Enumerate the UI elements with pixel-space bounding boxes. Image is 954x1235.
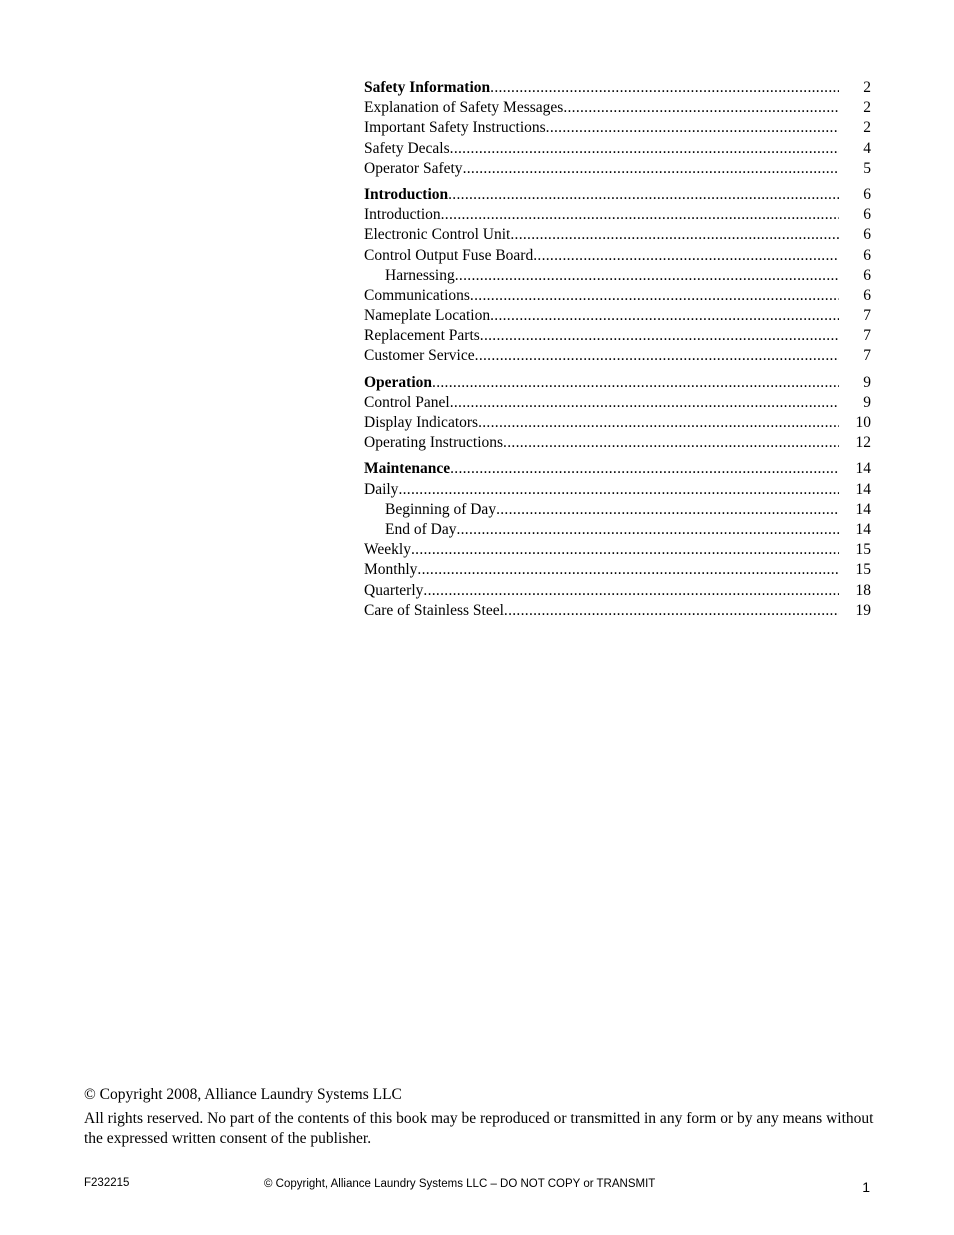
document-number: F232215 bbox=[84, 1177, 130, 1189]
dot-leader bbox=[510, 225, 839, 245]
toc-section bbox=[364, 78, 871, 179]
toc-entry-label: Explanation of Safety Messages bbox=[364, 99, 564, 117]
toc-page-number: 2 bbox=[863, 99, 871, 117]
toc-entry-label: Display Indicators bbox=[364, 414, 479, 431]
toc-page-number: 15 bbox=[855, 561, 871, 579]
toc-entry-label: Customer Service bbox=[364, 347, 475, 365]
toc-entry-label: Safety Information bbox=[364, 79, 491, 96]
dot-leader bbox=[533, 246, 839, 266]
toc-entry bbox=[364, 159, 871, 179]
toc-entry bbox=[364, 98, 871, 118]
toc-page-number: 2 bbox=[863, 79, 871, 96]
toc-entry-label: Maintenance bbox=[364, 460, 451, 478]
toc-entry-label: Replacement Parts bbox=[364, 327, 480, 345]
dot-leader bbox=[432, 373, 839, 393]
dot-leader bbox=[411, 540, 839, 560]
toc-entry bbox=[364, 286, 871, 306]
dot-leader bbox=[450, 393, 839, 413]
toc-entry bbox=[364, 205, 871, 225]
toc-page-number: 7 bbox=[863, 307, 871, 325]
toc-entry-label: Beginning of Day bbox=[385, 500, 497, 518]
toc-page-number: 14 bbox=[855, 500, 871, 518]
dot-leader bbox=[448, 185, 839, 205]
dot-leader bbox=[450, 139, 839, 159]
toc-page-number: 10 bbox=[855, 414, 871, 431]
copyright-line: © Copyright 2008, Alliance Laundry Systems LLC bbox=[84, 1086, 402, 1103]
toc-entry bbox=[364, 393, 871, 413]
toc-page-number: 6 bbox=[863, 185, 871, 203]
copyright-block bbox=[84, 1085, 874, 1149]
toc-entry bbox=[364, 225, 871, 245]
toc-entry bbox=[364, 118, 871, 138]
dot-leader bbox=[546, 118, 839, 138]
toc-page-number: 4 bbox=[863, 139, 871, 157]
dot-leader bbox=[504, 601, 839, 621]
toc-entry bbox=[364, 413, 871, 433]
toc-page-number: 6 bbox=[863, 286, 871, 304]
toc-entry bbox=[364, 433, 871, 453]
toc-entry-label: Nameplate Location bbox=[364, 307, 491, 325]
toc-page-number: 6 bbox=[863, 226, 871, 244]
toc-entry-label: Important Safety Instructions bbox=[364, 119, 546, 137]
toc-entry-label: End of Day bbox=[385, 520, 457, 538]
toc-entry bbox=[364, 601, 871, 621]
footer-copyright-notice: © Copyright, Alliance Laundry Systems LLC – DO NOT COPY or TRANSMIT bbox=[264, 1178, 656, 1190]
dot-leader bbox=[423, 581, 839, 601]
toc-entry bbox=[364, 266, 871, 286]
toc-entry bbox=[364, 540, 871, 560]
toc-section-heading bbox=[364, 78, 871, 98]
toc-section bbox=[364, 185, 871, 367]
dot-leader bbox=[450, 459, 839, 479]
toc-entry bbox=[364, 520, 871, 540]
toc-page-number: 9 bbox=[863, 393, 871, 411]
dot-leader bbox=[475, 346, 839, 366]
dot-leader bbox=[470, 286, 839, 306]
dot-leader bbox=[478, 413, 839, 433]
toc-entry bbox=[364, 480, 871, 500]
toc-section-heading bbox=[364, 459, 871, 479]
toc-entry-label: Monthly bbox=[364, 561, 418, 579]
dot-leader bbox=[441, 205, 839, 225]
toc-entry bbox=[364, 246, 871, 266]
table-of-contents bbox=[364, 78, 871, 627]
toc-entry-label: Communications bbox=[364, 286, 470, 304]
toc-entry-label: Introduction bbox=[364, 185, 449, 203]
toc-entry-label: Introduction bbox=[364, 206, 441, 224]
dot-leader bbox=[490, 306, 839, 326]
dot-leader bbox=[455, 266, 839, 286]
dot-leader bbox=[563, 98, 839, 118]
toc-page-number: 6 bbox=[863, 266, 871, 284]
toc-entry bbox=[364, 346, 871, 366]
toc-entry-label: Daily bbox=[364, 480, 399, 498]
toc-page-number: 5 bbox=[863, 159, 871, 177]
toc-page-number: 14 bbox=[855, 480, 871, 498]
toc-page-number: 12 bbox=[855, 434, 871, 452]
toc-page-number: 2 bbox=[863, 119, 871, 137]
toc-section bbox=[364, 373, 871, 454]
toc-entry bbox=[364, 500, 871, 520]
toc-section-heading bbox=[364, 373, 871, 393]
toc-page-number: 7 bbox=[863, 327, 871, 345]
toc-section-heading bbox=[364, 185, 871, 205]
toc-entry-label: Weekly bbox=[364, 541, 411, 559]
toc-entry-label: Operator Safety bbox=[364, 159, 463, 177]
dot-leader bbox=[480, 326, 839, 346]
toc-entry bbox=[364, 306, 871, 326]
toc-entry-label: Operation bbox=[364, 373, 433, 391]
toc-page-number: 15 bbox=[855, 541, 871, 559]
dot-leader bbox=[463, 159, 839, 179]
rights-reserved-text: All rights reserved. No part of the contents of this book may be reproduced or transmitted in any form or by any means without the expressed written consent of the publisher. bbox=[84, 1110, 874, 1147]
dot-leader bbox=[490, 78, 839, 98]
toc-page-number: 6 bbox=[863, 246, 871, 264]
toc-entry bbox=[364, 326, 871, 346]
toc-entry-label: Safety Decals bbox=[364, 139, 450, 157]
dot-leader bbox=[503, 433, 839, 453]
toc-entry-label: Care of Stainless Steel bbox=[364, 601, 504, 619]
dot-leader bbox=[398, 480, 839, 500]
toc-entry-label: Operating Instructions bbox=[364, 434, 504, 452]
toc-page-number: 19 bbox=[855, 601, 871, 619]
dot-leader bbox=[456, 520, 839, 540]
toc-entry-label: Electronic Control Unit bbox=[364, 226, 511, 244]
page-footer bbox=[84, 1177, 870, 1197]
toc-entry-label: Quarterly bbox=[364, 581, 424, 599]
dot-leader bbox=[417, 560, 839, 580]
toc-section bbox=[364, 459, 871, 621]
toc-entry-label: Control Output Fuse Board bbox=[364, 246, 534, 264]
toc-page-number: 18 bbox=[855, 581, 871, 599]
toc-entry bbox=[364, 560, 871, 580]
dot-leader bbox=[496, 500, 839, 520]
page-number: 1 bbox=[862, 1179, 870, 1195]
toc-page-number: 6 bbox=[863, 206, 871, 224]
toc-page-number: 14 bbox=[855, 520, 871, 538]
toc-page-number: 7 bbox=[863, 347, 871, 365]
toc-entry bbox=[364, 581, 871, 601]
toc-entry-label: Harnessing bbox=[385, 266, 455, 284]
toc-page-number: 9 bbox=[863, 373, 871, 391]
toc-page-number: 14 bbox=[855, 460, 871, 478]
toc-entry-label: Control Panel bbox=[364, 393, 450, 411]
toc-entry bbox=[364, 139, 871, 159]
